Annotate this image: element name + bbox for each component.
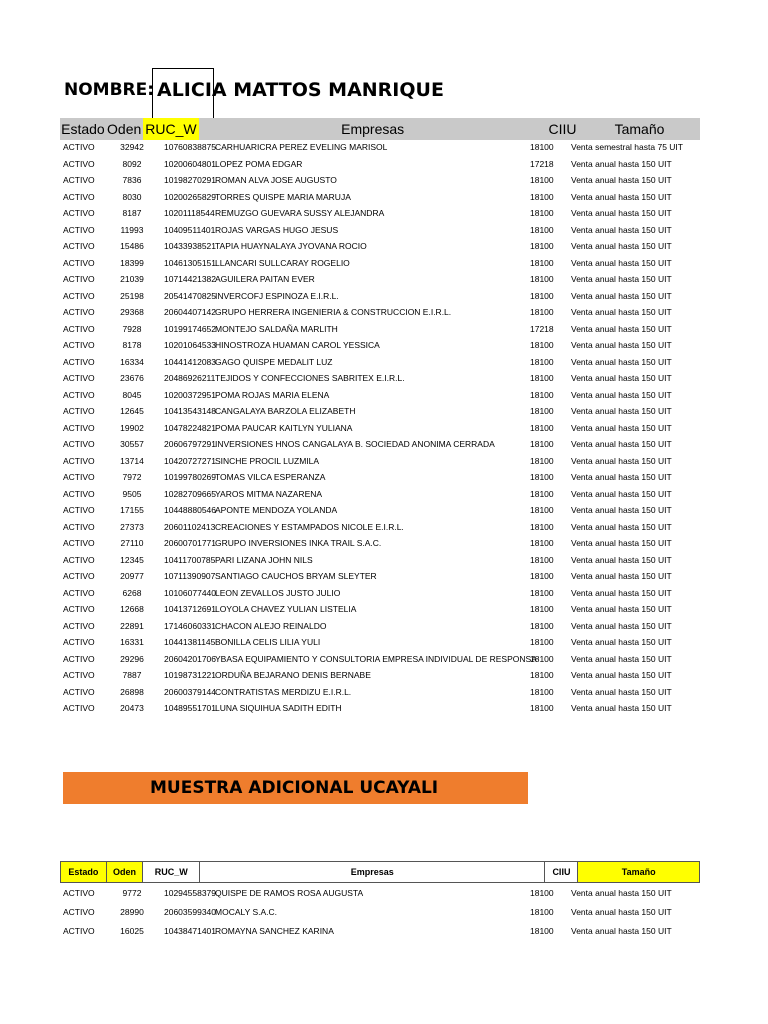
- cell-estado: ACTIVO: [63, 670, 95, 680]
- table-row[interactable]: [60, 618, 700, 634]
- cell-ruc: 10441381145: [164, 637, 216, 647]
- cell-ciiu: 18100: [530, 538, 554, 548]
- table-row[interactable]: [60, 904, 700, 920]
- cell-tamano: Venta anual hasta 150 UIT: [571, 439, 672, 449]
- cell-oden: 26898: [120, 686, 144, 697]
- cell-ruc: 10198731221: [164, 670, 217, 680]
- table-row[interactable]: [60, 337, 700, 353]
- cell-estado: ACTIVO: [63, 290, 95, 301]
- cell-ciiu: 18100: [530, 907, 554, 917]
- table-row[interactable]: [60, 436, 700, 452]
- cell-estado: ACTIVO: [63, 158, 95, 169]
- cell-ruc: 10200604801: [164, 158, 217, 169]
- cell-ciiu: 18100: [530, 191, 554, 202]
- cell-estado: ACTIVO: [63, 653, 95, 664]
- cell-tamano: Venta semestral hasta 75 UIT: [571, 142, 683, 152]
- cell-empresa: LOPEZ POMA EDGAR: [215, 158, 303, 169]
- cell-empresa: HINOSTROZA HUAMAN CAROL YESSICA: [215, 340, 380, 350]
- cell-empresa: QUISPE DE RAMOS ROSA AUGUSTA: [215, 888, 364, 898]
- cell-ciiu: 18100: [530, 422, 554, 433]
- cell-ciiu: 18100: [530, 257, 554, 268]
- cell-oden: 28990: [120, 907, 144, 917]
- cell-estado: ACTIVO: [63, 521, 95, 532]
- nombre-value: ALICIA MATTOS MANRIQUE: [157, 79, 444, 101]
- cell-ciiu: 18100: [530, 587, 554, 598]
- table1-header: [60, 118, 700, 140]
- cell-ruc: 10478224821: [164, 422, 217, 433]
- cell-estado: ACTIVO: [63, 888, 95, 898]
- cell-tamano: Venta anual hasta 150 UIT: [571, 488, 672, 499]
- cell-tamano: Venta anual hasta 150 UIT: [571, 926, 672, 936]
- cell-estado: ACTIVO: [63, 703, 95, 713]
- cell-estado: ACTIVO: [63, 274, 95, 284]
- cell-tamano: Venta anual hasta 150 UIT: [571, 323, 672, 334]
- cell-empresa: GAGO QUISPE MEDALIT LUZ: [215, 356, 333, 367]
- cell-oden: 16025: [120, 926, 144, 936]
- table-row[interactable]: [60, 885, 700, 901]
- col-header-tamano[interactable]: Tamaño: [614, 121, 665, 137]
- cell-tamano: Venta anual hasta 150 UIT: [571, 472, 672, 482]
- cell-tamano: Venta anual hasta 150 UIT: [571, 653, 672, 664]
- cell-ruc: 10438471401: [164, 926, 217, 936]
- cell-ciiu: 18100: [530, 208, 554, 218]
- cell-ruc: 10413543148: [164, 406, 217, 416]
- cell-estado: ACTIVO: [63, 142, 95, 152]
- cell-ruc: 20486926211: [164, 373, 216, 383]
- cell-oden: 17155: [120, 505, 144, 515]
- cell-tamano: Venta anual hasta 150 UIT: [571, 208, 672, 218]
- cell-ciiu: 18100: [530, 604, 554, 614]
- cell-ciiu: 18100: [530, 224, 554, 235]
- cell-tamano: Venta anual hasta 150 UIT: [571, 571, 672, 581]
- cell-ciiu: 17218: [530, 158, 554, 169]
- cell-tamano: Venta anual hasta 150 UIT: [571, 587, 672, 598]
- cell-tamano: Venta anual hasta 150 UIT: [571, 356, 672, 367]
- cell-oden: 29368: [120, 307, 144, 317]
- cell-empresa: PARI LIZANA JOHN NILS: [215, 554, 313, 565]
- cell-tamano: Venta anual hasta 150 UIT: [571, 455, 672, 466]
- cell-empresa: TOMAS VILCA ESPERANZA: [215, 472, 326, 482]
- cell-estado: ACTIVO: [63, 323, 95, 334]
- cell-empresa: MOCALY S.A.C.: [215, 907, 278, 917]
- cell-oden: 18399: [120, 257, 144, 268]
- cell-empresa: BONILLA CELIS LILIA YULI: [215, 637, 321, 647]
- cell-empresa: SINCHE PROCIL LUZMILA: [215, 455, 320, 466]
- cell-estado: ACTIVO: [63, 686, 95, 697]
- cell-oden: 22891: [120, 620, 144, 631]
- cell-oden: 9505: [122, 488, 142, 499]
- cell-ciiu: 18100: [530, 554, 554, 565]
- cell-tamano: Venta anual hasta 150 UIT: [571, 158, 672, 169]
- table-row[interactable]: [60, 172, 700, 188]
- cell-oden: 8045: [122, 389, 142, 400]
- cell-ciiu: 18100: [530, 926, 554, 936]
- cell-empresa: ROMAN ALVA JOSE AUGUSTO: [215, 175, 337, 185]
- table-row[interactable]: [60, 420, 700, 436]
- cell-empresa: INVERCOFJ ESPINOZA E.I.R.L.: [215, 290, 339, 301]
- cell-ruc: 10201064533: [164, 340, 217, 350]
- cell-estado: ACTIVO: [63, 307, 95, 317]
- cell-tamano: Venta anual hasta 150 UIT: [571, 670, 672, 680]
- cell-estado: ACTIVO: [63, 907, 95, 917]
- cell-ciiu: 18100: [530, 653, 554, 664]
- cell-ruc: 10106077440: [164, 587, 217, 598]
- cell-ciiu: 18100: [530, 505, 554, 515]
- cell-estado: ACTIVO: [63, 356, 95, 367]
- table-row[interactable]: [60, 634, 700, 650]
- cell-oden: 7836: [122, 175, 142, 185]
- col-header-empresas[interactable]: Empresas: [200, 862, 545, 882]
- cell-tamano: Venta anual hasta 150 UIT: [571, 191, 672, 202]
- cell-oden: 16331: [120, 637, 144, 647]
- cell-empresa: REMUZGO GUEVARA SUSSY ALEJANDRA: [215, 208, 385, 218]
- cell-oden: 19902: [120, 422, 144, 433]
- cell-ruc: 10201118544: [164, 208, 215, 218]
- cell-tamano: Venta anual hasta 150 UIT: [571, 257, 672, 268]
- cell-ruc: 20606797291: [164, 439, 217, 449]
- cell-ruc: 17146060331: [164, 620, 217, 631]
- cell-empresa: SANTIAGO CAUCHOS BRYAM SLEYTER: [215, 571, 377, 581]
- table-row[interactable]: [60, 403, 700, 419]
- col-header-ruc[interactable]: RUC_W: [143, 862, 200, 882]
- table-row[interactable]: [60, 923, 700, 939]
- table-row[interactable]: [60, 304, 700, 320]
- cell-ruc: 10413712691: [164, 604, 217, 614]
- table-row[interactable]: [60, 139, 700, 155]
- table-row[interactable]: [60, 321, 700, 337]
- cell-estado: ACTIVO: [63, 554, 95, 565]
- cell-estado: ACTIVO: [63, 439, 95, 449]
- cell-tamano: Venta anual hasta 150 UIT: [571, 175, 672, 185]
- table-row[interactable]: [60, 255, 700, 271]
- cell-ruc: 10294558379: [164, 888, 217, 898]
- nombre-label: NOMBRE:: [64, 80, 155, 100]
- cell-tamano: Venta anual hasta 150 UIT: [571, 521, 672, 532]
- cell-tamano: Venta anual hasta 150 UIT: [571, 422, 672, 433]
- table-row[interactable]: [60, 651, 700, 667]
- cell-oden: 8092: [122, 158, 142, 169]
- cell-tamano: Venta anual hasta 150 UIT: [571, 505, 672, 515]
- cell-estado: ACTIVO: [63, 257, 95, 268]
- table-row[interactable]: [60, 238, 700, 254]
- cell-empresa: CANGALAYA BARZOLA ELIZABETH: [215, 406, 356, 416]
- cell-ciiu: 18100: [530, 290, 554, 301]
- cell-oden: 16334: [120, 356, 144, 367]
- cell-ciiu: 18100: [530, 175, 554, 185]
- cell-oden: 11993: [120, 224, 144, 235]
- cell-empresa: LOYOLA CHAVEZ YULIAN LISTELIA: [215, 604, 357, 614]
- cell-empresa: LLANCARI SULLCARAY ROGELIO: [215, 257, 350, 268]
- cell-estado: ACTIVO: [63, 208, 95, 218]
- table-row[interactable]: [60, 601, 700, 617]
- cell-empresa: GRUPO HERRERA INGENIERIA & CONSTRUCCION E.I.R.L.: [215, 307, 452, 317]
- cell-tamano: Venta anual hasta 150 UIT: [571, 241, 672, 251]
- cell-estado: ACTIVO: [63, 472, 95, 482]
- cell-ciiu: 18100: [530, 142, 554, 152]
- cell-tamano: Venta anual hasta 150 UIT: [571, 620, 672, 631]
- cell-empresa: CREACIONES Y ESTAMPADOS NICOLE E.I.R.L.: [215, 521, 404, 532]
- cell-ruc: 10489551701: [164, 703, 217, 713]
- cell-ruc: 10198270291: [164, 175, 217, 185]
- col-header-ciiu[interactable]: CIIU: [545, 862, 578, 882]
- table-row[interactable]: [60, 271, 700, 287]
- col-header-tamano[interactable]: Tamaño: [578, 862, 699, 882]
- cell-ruc: 10714421382: [164, 274, 217, 284]
- cell-ciiu: 18100: [530, 439, 554, 449]
- cell-oden: 20473: [120, 703, 144, 713]
- cell-estado: ACTIVO: [63, 422, 95, 433]
- table-row[interactable]: [60, 667, 700, 683]
- cell-estado: ACTIVO: [63, 571, 95, 581]
- cell-estado: ACTIVO: [63, 340, 95, 350]
- cell-ruc: 10711390907: [164, 571, 216, 581]
- cell-ciiu: 18100: [530, 472, 554, 482]
- cell-oden: 30557: [120, 439, 144, 449]
- cell-ruc: 10411700785: [164, 554, 216, 565]
- cell-tamano: Venta anual hasta 150 UIT: [571, 406, 672, 416]
- cell-oden: 25198: [120, 290, 144, 301]
- cell-ruc: 10199780269: [164, 472, 217, 482]
- cell-ciiu: 18100: [530, 703, 554, 713]
- cell-ruc: 10760838875: [164, 142, 217, 152]
- table-row[interactable]: [60, 469, 700, 485]
- cell-empresa: ORDUÑA BEJARANO DENIS BERNABE: [215, 670, 371, 680]
- cell-empresa: POMA PAUCAR KAITLYN YULIANA: [215, 422, 353, 433]
- cell-estado: ACTIVO: [63, 505, 95, 515]
- cell-oden: 29296: [120, 653, 144, 664]
- cell-empresa: YBASA EQUIPAMIENTO Y CONSULTORIA EMPRESA INDIVIDUAL DE RESPONSA: [215, 653, 537, 664]
- cell-ruc: 20604407142: [164, 307, 217, 317]
- cell-oden: 13714: [120, 455, 144, 466]
- col-header-empresas[interactable]: Empresas: [341, 121, 405, 137]
- cell-oden: 7972: [122, 472, 142, 482]
- cell-ciiu: 17218: [530, 323, 554, 334]
- col-header-oden[interactable]: Oden: [107, 121, 142, 137]
- table-row[interactable]: [60, 288, 700, 304]
- table-row[interactable]: [60, 568, 700, 584]
- cell-ciiu: 18100: [530, 488, 554, 499]
- cell-tamano: Venta anual hasta 150 UIT: [571, 373, 672, 383]
- cell-tamano: Venta anual hasta 150 UIT: [571, 307, 672, 317]
- cell-ciiu: 18100: [530, 620, 554, 631]
- col-header-estado[interactable]: Estado: [61, 862, 107, 882]
- cell-ciiu: 18100: [530, 670, 554, 680]
- cell-empresa: TORRES QUISPE MARIA MARUJA: [215, 191, 351, 202]
- cell-oden: 27373: [120, 521, 144, 532]
- cell-estado: ACTIVO: [63, 406, 95, 416]
- cell-ruc: 20604201706: [164, 653, 217, 664]
- cell-empresa: APONTE MENDOZA YOLANDA: [215, 505, 338, 515]
- cell-oden: 7887: [122, 670, 142, 680]
- cell-tamano: Venta anual hasta 150 UIT: [571, 224, 672, 235]
- cell-tamano: Venta anual hasta 150 UIT: [571, 604, 672, 614]
- cell-estado: ACTIVO: [63, 926, 95, 936]
- section-banner-title: MUESTRA ADICIONAL UCAYALI: [150, 778, 439, 798]
- cell-ruc: 10282709665: [164, 488, 217, 499]
- cell-ruc: 10433938521: [164, 241, 217, 251]
- cell-estado: ACTIVO: [63, 191, 95, 202]
- cell-ruc: 20541470825: [164, 290, 217, 301]
- cell-empresa: AGUILERA PAITAN EVER: [215, 274, 315, 284]
- cell-estado: ACTIVO: [63, 455, 95, 466]
- table-row[interactable]: [60, 585, 700, 601]
- table-row[interactable]: [60, 189, 700, 205]
- table-row[interactable]: [60, 354, 700, 370]
- cell-estado: ACTIVO: [63, 604, 95, 614]
- cell-oden: 20977: [120, 571, 144, 581]
- cell-ciiu: 18100: [530, 241, 554, 251]
- cell-oden: 8187: [122, 208, 142, 218]
- cell-ruc: 20600701771: [164, 538, 217, 548]
- cell-tamano: Venta anual hasta 150 UIT: [571, 389, 672, 400]
- table-row[interactable]: [60, 486, 700, 502]
- cell-tamano: Venta anual hasta 150 UIT: [571, 290, 672, 301]
- cell-empresa: LUNA SIQUIHUA SADITH EDITH: [215, 703, 342, 713]
- cell-ruc: 10200372951: [164, 389, 217, 400]
- cell-ciiu: 18100: [530, 406, 554, 416]
- cell-estado: ACTIVO: [63, 241, 95, 251]
- cell-oden: 6268: [122, 587, 142, 598]
- cell-tamano: Venta anual hasta 150 UIT: [571, 907, 672, 917]
- cell-ciiu: 18100: [530, 340, 554, 350]
- cell-ruc: 20601102413: [164, 521, 216, 532]
- cell-oden: 12668: [120, 604, 144, 614]
- cell-empresa: CHACON ALEJO REINALDO: [215, 620, 327, 631]
- cell-oden: 8030: [122, 191, 142, 202]
- col-header-estado[interactable]: Estado: [61, 121, 105, 137]
- cell-oden: 8178: [122, 340, 142, 350]
- cell-ruc: 10448880546: [164, 505, 217, 515]
- table-row[interactable]: [60, 387, 700, 403]
- cell-ruc: 20603599340: [164, 907, 217, 917]
- cell-oden: 21039: [120, 274, 144, 284]
- col-header-ruc[interactable]: RUC_W: [143, 118, 200, 140]
- cell-tamano: Venta anual hasta 150 UIT: [571, 637, 672, 647]
- cell-empresa: POMA ROJAS MARIA ELENA: [215, 389, 330, 400]
- cell-ciiu: 18100: [530, 307, 554, 317]
- cell-empresa: TEJIDOS Y CONFECCIONES SABRITEX E.I.R.L.: [215, 373, 405, 383]
- cell-estado: ACTIVO: [63, 538, 95, 548]
- cell-ruc: 10409511401: [164, 224, 216, 235]
- cell-tamano: Venta anual hasta 150 UIT: [571, 274, 672, 284]
- table-row[interactable]: [60, 552, 700, 568]
- cell-estado: ACTIVO: [63, 488, 95, 499]
- table-row[interactable]: [60, 156, 700, 172]
- cell-estado: ACTIVO: [63, 620, 95, 631]
- cell-tamano: Venta anual hasta 150 UIT: [571, 703, 672, 713]
- table-row[interactable]: [60, 700, 700, 716]
- cell-estado: ACTIVO: [63, 637, 95, 647]
- cell-ciiu: 18100: [530, 637, 554, 647]
- cell-tamano: Venta anual hasta 150 UIT: [571, 686, 672, 697]
- cell-ciiu: 18100: [530, 455, 554, 466]
- cell-ciiu: 18100: [530, 356, 554, 367]
- cell-estado: ACTIVO: [63, 587, 95, 598]
- cell-ciiu: 18100: [530, 686, 554, 697]
- cell-oden: 15486: [120, 241, 144, 251]
- table-row[interactable]: [60, 370, 700, 386]
- table-row[interactable]: [60, 535, 700, 551]
- cell-ruc: 10461305151: [164, 257, 217, 268]
- table-row[interactable]: [60, 502, 700, 518]
- cell-ciiu: 18100: [530, 389, 554, 400]
- col-header-oden[interactable]: Oden: [107, 862, 144, 882]
- cell-ruc: 10199174652: [164, 323, 217, 334]
- cell-ruc: 20600379144: [164, 686, 217, 697]
- cell-estado: ACTIVO: [63, 389, 95, 400]
- table-row[interactable]: [60, 205, 700, 221]
- cell-ciiu: 18100: [530, 571, 554, 581]
- cell-tamano: Venta anual hasta 150 UIT: [571, 888, 672, 898]
- cell-empresa: GRUPO INVERSIONES INKA TRAIL S.A.C.: [215, 538, 382, 548]
- cell-empresa: CONTRATISTAS MERDIZU E.I.R.L.: [215, 686, 352, 697]
- cell-estado: ACTIVO: [63, 373, 95, 383]
- cell-empresa: MONTEJO SALDAÑA MARLITH: [215, 323, 338, 334]
- cell-empresa: INVERSIONES HNOS CANGALAYA B. SOCIEDAD ANONIMA CERRADA: [215, 439, 495, 449]
- table-row[interactable]: [60, 453, 700, 469]
- table-row[interactable]: [60, 519, 700, 535]
- cell-ruc: 10420727271: [164, 455, 217, 466]
- cell-estado: ACTIVO: [63, 224, 95, 235]
- cell-empresa: TAPIA HUAYNALAYA JYOVANA ROCIO: [215, 241, 367, 251]
- cell-ruc: 10441412083: [164, 356, 217, 367]
- cell-tamano: Venta anual hasta 150 UIT: [571, 340, 672, 350]
- table-row[interactable]: [60, 684, 700, 700]
- table-row[interactable]: [60, 222, 700, 238]
- cell-oden: 9772: [122, 888, 142, 898]
- cell-ciiu: 18100: [530, 521, 554, 532]
- cell-ruc: 10200265829: [164, 191, 217, 202]
- cell-empresa: CARHUARICRA PEREZ EVELING MARISOL: [215, 142, 388, 152]
- cell-oden: 32942: [120, 142, 144, 152]
- cell-empresa: YAROS MITMA NAZARENA: [215, 488, 323, 499]
- cell-ciiu: 18100: [530, 274, 554, 284]
- table2-header: [60, 861, 700, 883]
- cell-oden: 12345: [120, 554, 144, 565]
- col-header-ciiu[interactable]: CIIU: [548, 121, 577, 137]
- cell-oden: 27110: [120, 538, 144, 548]
- cell-ciiu: 18100: [530, 373, 554, 383]
- cell-tamano: Venta anual hasta 150 UIT: [571, 554, 672, 565]
- cell-ciiu: 18100: [530, 888, 554, 898]
- cell-oden: 23676: [120, 373, 144, 383]
- cell-empresa: ROJAS VARGAS HUGO JESUS: [215, 224, 339, 235]
- cell-empresa: ROMAYNA SANCHEZ KARINA: [215, 926, 334, 936]
- cell-oden: 12645: [120, 406, 144, 416]
- cell-oden: 7928: [122, 323, 142, 334]
- cell-estado: ACTIVO: [63, 175, 95, 185]
- cell-empresa: LEON ZEVALLOS JUSTO JULIO: [215, 587, 341, 598]
- cell-tamano: Venta anual hasta 150 UIT: [571, 538, 672, 548]
